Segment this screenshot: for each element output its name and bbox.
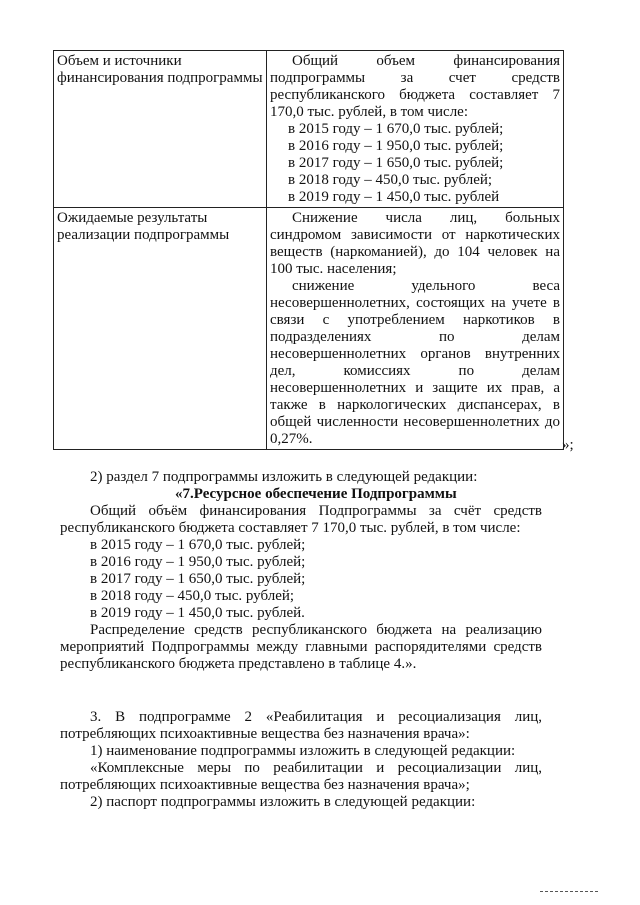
funding-year-item: в 2017 году – 1 650,0 тыс. рублей;: [288, 155, 504, 171]
paragraph: Общий объём финансирования Подпрограммы за счёт средств республиканского бюджета составляет 7 170,0 тыс. рублей, в том числе:: [60, 503, 542, 536]
funding-year-item: в 2015 году – 1 670,0 тыс. рублей;: [288, 121, 504, 137]
row-label: Объем и источники финансирования подпрограммы: [54, 51, 267, 208]
footer-divider: [540, 891, 598, 892]
table-row: [54, 208, 564, 450]
expected-result-text: снижение удельного веса несовершеннолетних, состоящих на учете в связи с употреблением наркотиков в подразделениях по делам несовершеннолетних органов внутренних дел, комиссиях по делам несовершеннолетних и защите их прав, а также в наркологических диспансерах, в общей численности несовершеннолетних до 0,27%.: [270, 278, 560, 447]
row-content: [267, 208, 564, 450]
funding-year-line: в 2016 году – 1 950,0 тыс. рублей;: [90, 554, 306, 570]
section-heading: «7.Ресурсное обеспечение Подпрограммы: [175, 486, 457, 502]
paragraph: 1) наименование подпрограммы изложить в следующей редакции:: [90, 743, 516, 759]
funding-year-line: в 2019 году – 1 450,0 тыс. рублей.: [90, 605, 305, 621]
paragraph: «Комплексные меры по реабилитации и ресоциализации лиц, потребляющих психоактивные вещества без назначения врача»;: [60, 760, 542, 793]
expected-result-text: Снижение числа лиц, больных синдромом зависимости от наркотических веществ (наркоманией), до 104 человек на 100 тыс. населения;: [270, 210, 560, 277]
funding-year-line: в 2017 году – 1 650,0 тыс. рублей;: [90, 571, 306, 587]
paragraph: 2) раздел 7 подпрограммы изложить в следующей редакции:: [90, 469, 478, 485]
paragraph: 2) паспорт подпрограммы изложить в следующей редакции:: [90, 794, 476, 810]
funding-year-line: в 2018 году – 450,0 тыс. рублей;: [90, 588, 295, 604]
funding-year-item: в 2018 году – 450,0 тыс. рублей;: [288, 172, 493, 188]
funding-year-line: в 2015 году – 1 670,0 тыс. рублей;: [90, 537, 306, 553]
table-row: [54, 51, 564, 208]
subprogram-passport-table: [53, 50, 564, 450]
paragraph: 3. В подпрограмме 2 «Реабилитация и ресоциализация лиц, потребляющих психоактивные вещества без назначения врача»:: [60, 709, 542, 742]
funding-year-item: в 2016 году – 1 950,0 тыс. рублей;: [288, 138, 504, 154]
funding-total-text: Общий объем финансирования подпрограммы за счет средств республиканского бюджета составляет 7 170,0 тыс. рублей, в том числе:: [270, 53, 560, 120]
document-body: [60, 469, 542, 811]
row-label: Ожидаемые результаты реализации подпрограммы: [54, 208, 267, 450]
closing-quote-mark: »;: [562, 437, 574, 453]
paragraph: Распределение средств республиканского бюджета на реализацию мероприятий Подпрограммы между главными распорядителями средств республиканского бюджета представлено в таблице 4.».: [60, 622, 542, 672]
funding-year-item: в 2019 году – 1 450,0 тыс. рублей: [288, 189, 500, 205]
row-content: [267, 51, 564, 208]
